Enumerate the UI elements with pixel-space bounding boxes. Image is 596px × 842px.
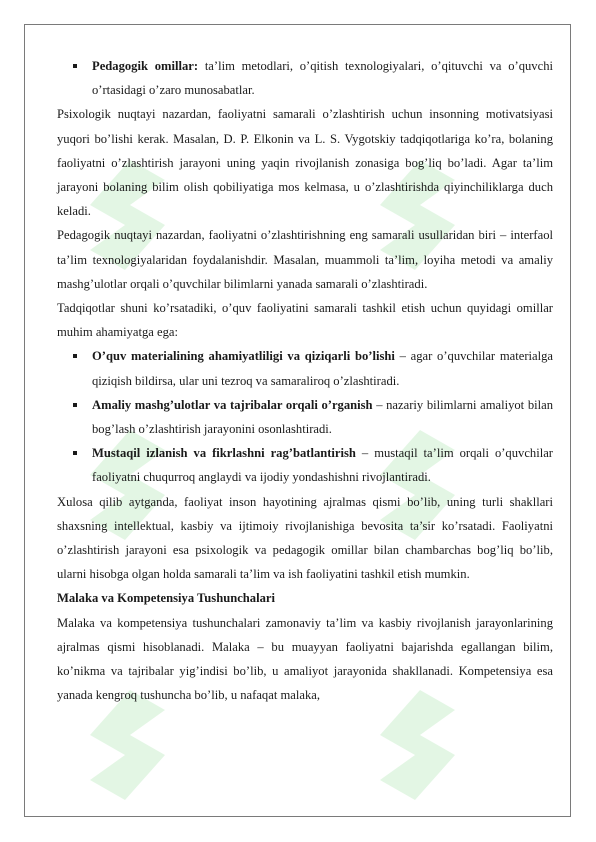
paragraph: Tadqiqotlar shuni ko’rsatadiki, o’quv faoliyatini samarali tashkil etish uchun quyidagi omillar muhim ahamiyatga ega: [57, 301, 553, 340]
paragraph: Pedagogik nuqtayi nazardan, faoliyatni o’zlashtirishning eng samarali usullaridan biri – interfaol ta’lim texnologiyalaridan foydalanishdir. Masalan, muammoli ta’lim, loyiha metodi va amaliy mashg’ulotlar orqali o’quvchilar bilimlarni yanada samarali o’zlashtiradi. [57, 228, 553, 291]
section-heading: Malaka va Kompetensiya Tushunchalari [57, 591, 275, 606]
bullet-text: – agar o’quvchilar materialga qiziqish bildirsa, ular uni tezroq va samaraliroq o’zlashtiradi. [92, 349, 553, 388]
bullet-list [57, 344, 553, 489]
bullet-text: – mustaqil ta’lim orqali o’quvchilar faoliyatni chuqurroq anglaydi va ijodiy yondashishni rivojlantiradi. [92, 446, 553, 485]
document-body [57, 54, 553, 707]
bullet-square-icon [73, 354, 77, 358]
bullet-text: – nazariy bilimlarni amaliyot bilan bog’lash o’zlashtirish jarayonini osonlashtiradi. [92, 397, 554, 437]
bullet-square-icon [73, 64, 77, 68]
bullet-square-icon [73, 451, 77, 455]
bullet-list [57, 54, 553, 102]
paragraph: Xulosa qilib aytganda, faoliyat inson hayotining ajralmas qismi bo’lib, uning turli shakllari shaxsning intellektual, kasbiy va ijtimoiy rivojlanishiga bevosita ta’sir ko’rsatadi. Faoliyatni o’zlashtirish jarayoni esa psixologik va pedagogik omillar bilan chambarchas bog’liq bo’lib, ularni hisobga olgan holda samarali ta’lim va ish faoliyatini tashkil etish mumkin. [57, 494, 553, 582]
list-item [57, 344, 553, 392]
list-item [57, 393, 553, 441]
paragraph: Psixologik nuqtayi nazardan, faoliyatni samarali o’zlashtirish uchun insonning motivatsiyasi yuqori bo’lishi kerak. Masalan, D. P. Elkonin va L. S. Vygotskiy tadqiqotlariga ko’ra, bolaning faoliyatni o’zlashtirish jarayoni uning yaqin rivojlanish zonasiga bog’liq bo’ladi. Agar ta’lim jarayoni bolaning bilim olish qobiliyatiga mos kelmasa, u o’zlashtirishda qiyinchiliklarga duch keladi. [57, 107, 553, 219]
paragraph: Malaka va kompetensiya tushunchalari zamonaviy ta’lim va kasbiy rivojlanish jarayonlarining ajralmas qismi hisoblanadi. Malaka – bu muayyan faoliyatni bajarishda egallangan bilim, ko’nikma va tajribalar yig’indisi bo’lib, u amaliyot jarayonida shakllanadi. Kompetensiya esa yanada kengroq tushuncha bo’lib, u nafaqat malaka, [57, 615, 553, 703]
bullet-term: O’quv materialining ahamiyatliligi va qiziqarli bo’lishi [92, 349, 395, 364]
list-item [57, 441, 553, 489]
bullet-term: Amaliy mashg’ulotlar va tajribalar orqali o’rganish [92, 397, 373, 412]
list-item [57, 54, 553, 102]
bullet-square-icon [73, 403, 77, 407]
bullet-term: Pedagogik omillar: [92, 59, 199, 73]
bullet-text: ta’lim metodlari, o’qitish texnologiyalari, o’qituvchi va o’quvchi o’rtasidagi o’zaro munosabatlar. [92, 59, 553, 98]
bullet-term: Mustaqil izlanish va fikrlashni rag’batlantirish [92, 446, 356, 461]
